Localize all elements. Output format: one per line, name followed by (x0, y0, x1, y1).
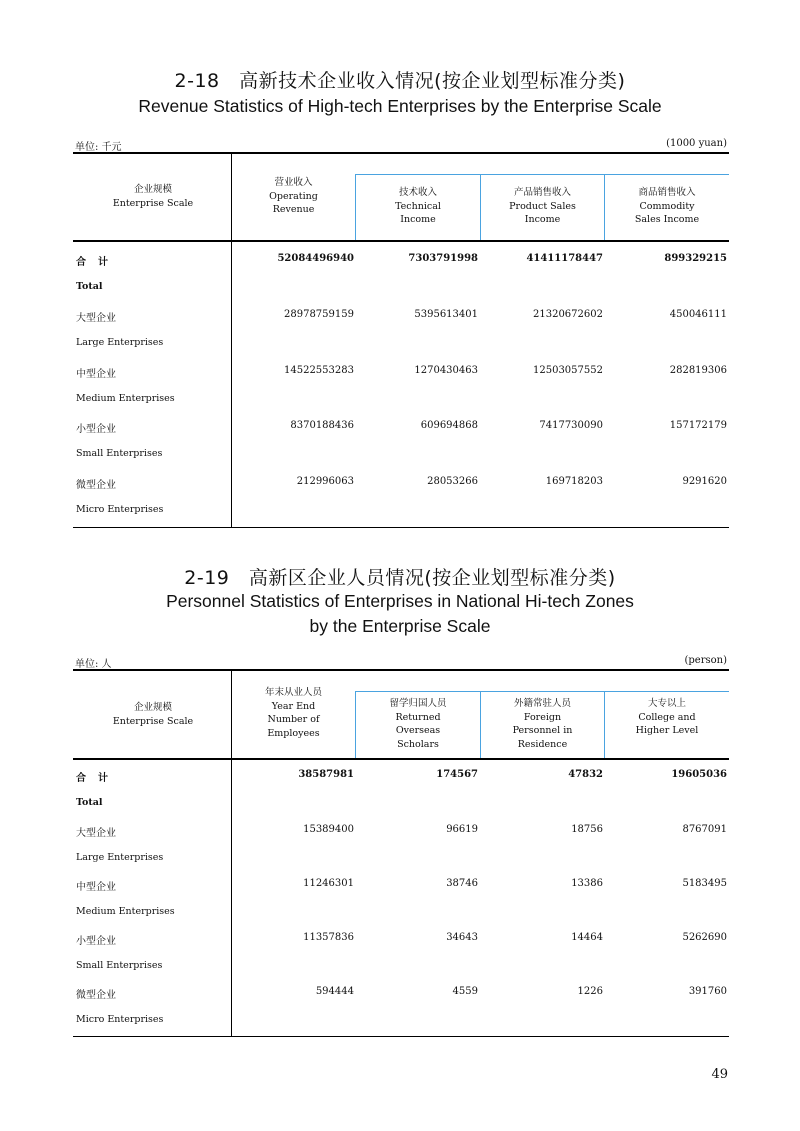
table1-row-label-cn: 微型企业 (76, 480, 116, 491)
header-cn: 外籍常驻人员 (513, 698, 571, 709)
table2-cell: 14464 (571, 932, 603, 943)
page-number: 49 (711, 1067, 728, 1082)
table1-header-rule (73, 240, 729, 242)
table2-header-rule (73, 758, 729, 760)
header-en: Overseas (395, 725, 441, 736)
table2-title-en-line1: Personnel Statistics of Enterprises in National Hi-tech Zones (166, 591, 634, 611)
header-en: Income (400, 214, 436, 225)
header-en: Returned (395, 711, 441, 723)
table2-header-scale (75, 701, 231, 728)
table1-cell: 282819306 (669, 365, 727, 376)
table1-row-label-en: Small Enterprises (76, 448, 163, 459)
table2-cell: 47832 (568, 769, 603, 780)
header-en: Employees (267, 727, 320, 739)
table1-cell: 12503057552 (533, 365, 603, 376)
header-en: Enterprise Scale (112, 715, 194, 727)
header-en: Revenue (272, 204, 315, 215)
table2-row-label-en: Total (76, 797, 103, 808)
header-cn: 大专以上 (647, 698, 686, 709)
header-en: Technical (395, 200, 441, 212)
table2-cell: 38746 (446, 878, 478, 889)
table1-cell: 7417730090 (539, 420, 603, 431)
table1-cell: 7303791998 (408, 253, 478, 264)
table1-cell: 8370188436 (290, 420, 354, 431)
table1-row-label-cn: 小型企业 (76, 424, 116, 435)
table1-cell: 21320672602 (533, 309, 603, 320)
table1-cell: 28053266 (427, 476, 478, 487)
table2-row-label-en: Small Enterprises (76, 960, 163, 971)
header-en: Operating (269, 190, 318, 202)
table2-header-returned-scholars (356, 697, 480, 751)
header-en: Higher Level (635, 725, 699, 736)
header-en: Number of (267, 714, 320, 725)
table1-row-label-cn: 大型企业 (76, 313, 116, 324)
table2-cell: 34643 (446, 932, 478, 943)
table2-subheader-rule (355, 691, 729, 692)
header-en: College and (638, 711, 696, 723)
table2-row-label-cn: 微型企业 (76, 990, 116, 1001)
table2-row-label-en: Medium Enterprises (76, 906, 175, 917)
table2-cell: 391760 (688, 986, 727, 997)
table1-cell: 899329215 (664, 253, 727, 264)
header-en: Residence (517, 738, 568, 750)
header-en: Personnel in (512, 725, 573, 736)
table1-row-label-en: Large Enterprises (76, 337, 164, 348)
table1-cell: 28978759159 (284, 309, 354, 320)
table2-cell: 8767091 (682, 824, 727, 835)
table2-cell: 11246301 (303, 878, 354, 889)
header-cn: 技术收入 (398, 187, 437, 198)
table2-row-label-cn: 小型企业 (76, 936, 116, 947)
table1-cell: 450046111 (669, 309, 727, 320)
header-cn: 商品销售收入 (638, 187, 696, 198)
table1-cell: 212996063 (296, 476, 354, 487)
table2-cell: 5262690 (682, 932, 727, 943)
table2-header-foreign-personnel (481, 697, 604, 751)
header-cn: 产品销售收入 (513, 187, 571, 198)
table2-cell: 5183495 (682, 878, 727, 889)
table1-header-commodity-sales-income (605, 186, 729, 227)
table2-bottom-rule (73, 1036, 729, 1037)
table1-header-technical-income (356, 186, 480, 227)
table1-cell: 52084496940 (277, 253, 354, 264)
table2-cell: 96619 (446, 824, 478, 835)
header-cn: 企业规模 (133, 702, 172, 713)
table1-cell: 41411178447 (526, 253, 603, 264)
table1-bottom-rule (73, 527, 729, 528)
table2-top-rule (73, 669, 729, 671)
table1-title-cn: 2-18 高新技术企业收入情况(按企业划型标准分类) (174, 70, 626, 92)
table2-cell: 19605036 (671, 769, 727, 780)
header-cn: 营业收入 (274, 177, 313, 188)
header-en: Sales Income (634, 214, 700, 225)
table2-cell: 594444 (315, 986, 354, 997)
table2-header-year-end-employees (232, 686, 355, 740)
table2-cell: 174567 (436, 769, 478, 780)
table2-cell: 38587981 (298, 769, 354, 780)
table2-row-label-cn: 合计 (76, 773, 120, 784)
table2-row-label-en: Micro Enterprises (76, 1014, 164, 1025)
table1-cell: 9291620 (682, 476, 727, 487)
table1-cell: 14522553283 (284, 365, 354, 376)
table2-title-en-line2: by the Enterprise Scale (309, 616, 491, 636)
table2-cell: 13386 (571, 878, 603, 889)
table1-unit-cn: 单位: 千元 (75, 142, 122, 153)
table1-cell: 609694868 (420, 420, 478, 431)
table1-header-scale (75, 183, 231, 210)
table1-row-label-en: Medium Enterprises (76, 393, 175, 404)
table2-row-label-en: Large Enterprises (76, 852, 164, 863)
header-en: Income (524, 214, 561, 225)
header-cn: 留学归国人员 (389, 698, 447, 709)
table2-cell: 1226 (577, 986, 603, 997)
table1-title-en: Revenue Statistics of High-tech Enterprises by the Enterprise Scale (138, 96, 662, 116)
table1-unit-en: (1000 yuan) (666, 138, 727, 149)
table1-cell: 157172179 (669, 420, 727, 431)
header-cn: 企业规模 (133, 184, 172, 195)
table2-title-cn: 2-19 高新区企业人员情况(按企业划型标准分类) (184, 567, 616, 589)
header-en: Foreign (523, 711, 562, 723)
table1-cell: 5395613401 (414, 309, 478, 320)
header-en: Product Sales (509, 200, 576, 212)
table1-row-label-en: Total (76, 281, 103, 292)
table2-cell: 11357836 (303, 932, 354, 943)
table1-header-operating-revenue (232, 176, 355, 217)
table2-header-college-level (605, 697, 729, 738)
table2-cell: 4559 (452, 986, 478, 997)
table2-row-label-cn: 大型企业 (76, 828, 116, 839)
header-en: Scholars (397, 738, 439, 750)
header-en: Commodity (639, 200, 695, 212)
table2-unit-en: (person) (684, 655, 727, 666)
table1-row-label-cn: 中型企业 (76, 369, 116, 380)
table1-cell: 169718203 (545, 476, 603, 487)
header-en: Enterprise Scale (112, 197, 194, 209)
table1-row-label-en: Micro Enterprises (76, 504, 164, 515)
table1-subheader-rule (355, 174, 729, 175)
table2-cell: 15389400 (303, 824, 354, 835)
table1-top-rule (73, 152, 729, 154)
table1-cell: 1270430463 (414, 365, 478, 376)
table1-row-label-cn: 合计 (76, 257, 120, 268)
table2-unit-cn: 单位: 人 (75, 659, 112, 670)
table2-cell: 18756 (571, 824, 603, 835)
header-cn: 年末从业人员 (264, 687, 322, 698)
table2-row-label-cn: 中型企业 (76, 882, 116, 893)
header-en: Year End (271, 700, 316, 712)
table1-header-product-sales-income (481, 186, 604, 227)
